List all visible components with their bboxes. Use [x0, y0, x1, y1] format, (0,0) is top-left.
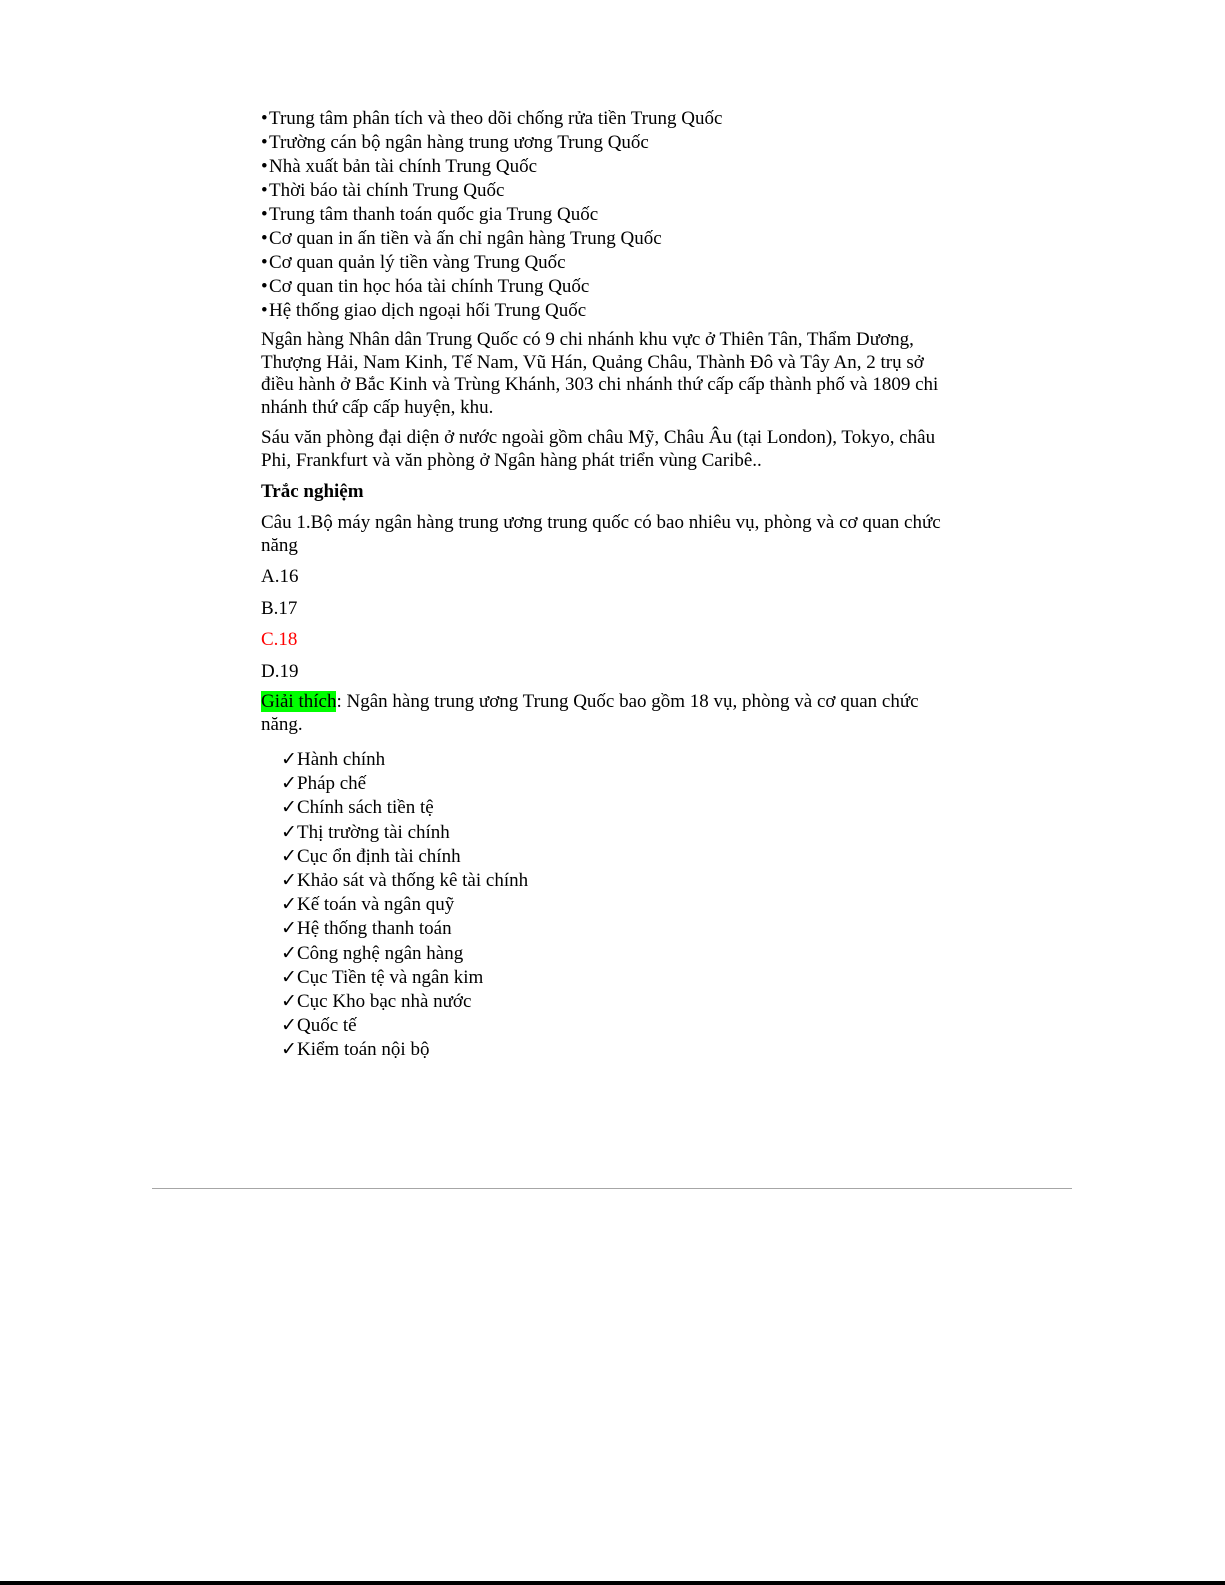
checkmark-icon: ✓: [281, 966, 297, 988]
bottom-border: [0, 1581, 1225, 1585]
list-item: [281, 893, 961, 917]
checkmark-icon: ✓: [281, 821, 297, 843]
list-item-text: Cục Kho bạc nhà nước: [297, 991, 472, 1013]
list-item: [261, 179, 961, 203]
list-item: [281, 796, 961, 820]
bullet-icon: •: [261, 252, 268, 273]
list-item-text: Cục Tiền tệ và ngân kim: [297, 966, 484, 988]
list-item-text: Trung tâm phân tích và theo dõi chống rửa tiền Trung Quốc: [269, 108, 723, 129]
bullet-icon: •: [261, 156, 268, 177]
bullet-icon: •: [261, 276, 268, 297]
answer-option-d: D.19: [261, 660, 299, 682]
list-item: [261, 131, 961, 155]
list-item: [261, 299, 961, 323]
list-item-text: Nhà xuất bản tài chính Trung Quốc: [269, 156, 538, 177]
checkmark-icon: ✓: [281, 942, 297, 964]
list-item-text: Trung tâm thanh toán quốc gia Trung Quốc: [269, 204, 599, 225]
list-item: [261, 155, 961, 179]
answer-option-a: A.16: [261, 566, 299, 587]
page-divider: [152, 1188, 1072, 1189]
list-item-text: Chính sách tiền tệ: [297, 797, 434, 819]
list-item-text: Thị trường tài chính: [297, 821, 450, 843]
department-list: [281, 748, 961, 1063]
checkmark-icon: ✓: [281, 894, 297, 916]
list-item: [261, 275, 961, 299]
checkmark-icon: ✓: [281, 991, 297, 1013]
list-item-text: Hành chính: [297, 749, 386, 770]
list-item-text: Khảo sát và thống kê tài chính: [297, 870, 529, 892]
list-item-text: Hệ thống giao dịch ngoại hối Trung Quốc: [269, 300, 587, 321]
list-item: [281, 1038, 961, 1062]
list-item: [281, 869, 961, 893]
bullet-icon: •: [261, 180, 268, 201]
list-item-text: Cơ quan quản lý tiền vàng Trung Quốc: [269, 252, 566, 273]
bullet-icon: •: [261, 300, 268, 321]
list-item-text: Cơ quan in ấn tiền và ấn chỉ ngân hàng Trung Quốc: [269, 228, 662, 249]
list-item-text: Trường cán bộ ngân hàng trung ương Trung Quốc: [269, 132, 649, 153]
list-item: [261, 227, 961, 251]
answer-option-b: B.17: [261, 597, 298, 619]
list-item-text: Pháp chế: [297, 773, 367, 795]
checkmark-icon: ✓: [281, 1015, 297, 1037]
list-item: [281, 772, 961, 796]
checkmark-icon: ✓: [281, 797, 297, 819]
list-item-text: Cơ quan tin học hóa tài chính Trung Quốc: [269, 276, 590, 297]
list-item-text: Công nghệ ngân hàng: [297, 942, 464, 964]
list-item-text: Quốc tế: [297, 1015, 357, 1037]
bullet-icon: •: [261, 132, 268, 153]
offices-paragraph: Sáu văn phòng đại diện ở nước ngoài gồm châu Mỹ, Châu Âu (tại London), Tokyo, châu Phi, Frankfurt và văn phòng ở Ngân hàng phát triển vùng Caribê..: [261, 427, 936, 471]
checkmark-icon: ✓: [281, 1039, 297, 1061]
document-page: [261, 107, 961, 1063]
answer-option-c-correct: C.18: [261, 629, 298, 650]
checkmark-icon: ✓: [281, 845, 297, 867]
list-item: [281, 845, 961, 869]
checkmark-icon: ✓: [281, 749, 297, 770]
list-item: [281, 748, 961, 772]
list-item: [261, 203, 961, 227]
branches-paragraph: Ngân hàng Nhân dân Trung Quốc có 9 chi nhánh khu vực ở Thiên Tân, Thẩm Dương, Thượng Hải, Nam Kinh, Tế Nam, Vũ Hán, Quảng Châu, Thành Đô và Tây An, 2 trụ sở điều hành ở Bắc Kinh và Trùng Khánh, 303 chi nhánh thứ cấp cấp thành phố và 1809 chi nhánh thứ cấp cấp huyện, khu.: [261, 329, 939, 418]
list-item: [281, 1014, 961, 1038]
checkmark-icon: ✓: [281, 918, 297, 940]
list-item: [281, 917, 961, 941]
list-item-text: Kiểm toán nội bộ: [297, 1039, 430, 1061]
agency-list: [261, 107, 961, 323]
list-item: [261, 107, 961, 131]
list-item: [281, 966, 961, 990]
checkmark-icon: ✓: [281, 773, 297, 795]
quiz-question: Câu 1.Bộ máy ngân hàng trung ương trung quốc có bao nhiêu vụ, phòng và cơ quan chức năng: [261, 512, 941, 556]
list-item-text: Kế toán và ngân quỹ: [297, 894, 455, 916]
list-item-text: Thời báo tài chính Trung Quốc: [269, 180, 505, 201]
explanation-text: : Ngân hàng trung ương Trung Quốc bao gồm 18 vụ, phòng và cơ quan chức năng.: [261, 691, 919, 735]
list-item: [281, 942, 961, 966]
quiz-heading: Trắc nghiệm: [261, 481, 364, 502]
bullet-icon: •: [261, 108, 268, 129]
explanation-label: Giải thích: [261, 691, 337, 712]
bullet-icon: •: [261, 204, 268, 225]
list-item-text: Cục ổn định tài chính: [297, 845, 461, 867]
list-item: [281, 821, 961, 845]
checkmark-icon: ✓: [281, 870, 297, 892]
bullet-icon: •: [261, 228, 268, 249]
quiz-explanation: [261, 691, 961, 736]
list-item-text: Hệ thống thanh toán: [297, 918, 452, 940]
list-item: [261, 251, 961, 275]
list-item: [281, 990, 961, 1014]
